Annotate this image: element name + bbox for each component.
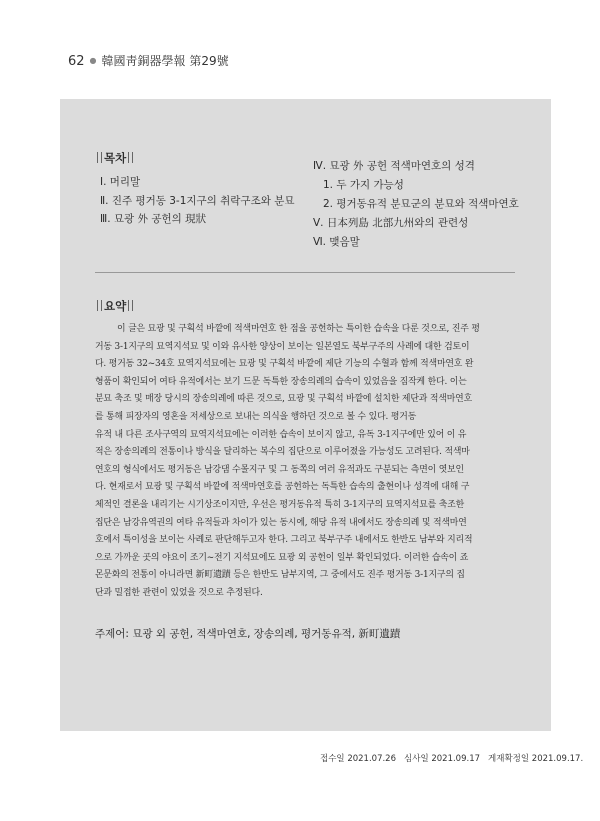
heading-bar-icon: [128, 300, 133, 311]
keywords-text: 묘광 외 공헌, 적색마연호, 장송의례, 평거동유적, 新町遺蹟: [132, 628, 401, 640]
section-divider: [95, 272, 515, 273]
reviewed-date: 심사일 2021.09.17: [404, 754, 481, 764]
heading-bar-icon: [97, 300, 102, 311]
toc-item: Ⅴ. 日本列島 北部九州와의 관련성: [313, 217, 469, 229]
abstract-line: 연호의 형식에서도 평거동은 남강댐 수몰지구 및 그 동쪽의 여러 유적과도 구분되는 측면이 엿보인: [95, 464, 464, 475]
toc-item: Ⅲ. 묘광 外 공헌의 現狀: [100, 213, 207, 225]
toc-subitem: 2. 평거동유적 분묘군의 분묘와 적색마연호: [323, 198, 519, 210]
abstract-line: 몬문화의 전통이 아니라면 新町遺蹟 등은 한반도 남부지역, 그 중에서도 진주 평거동 3-1지구의 집: [95, 570, 465, 581]
toc-left-column: [100, 173, 295, 229]
abstract-line: 체적인 결론을 내리기는 시기상조이지만, 우선은 평거동유적 특히 3-1지구의 묘역지석묘를 축조한: [95, 499, 465, 510]
abstract-line: 를 통해 피장자의 영혼을 저세상으로 보내는 의식을 행하던 것으로 볼 수 있다. 평거동: [95, 411, 417, 422]
abstract-line: 이 글은 묘광 및 구획석 바깥에 적색마연호 한 점을 공헌하는 특이한 습속을 다룬 것으로, 진주 평: [117, 324, 480, 334]
abstract-heading: [95, 298, 135, 314]
accepted-date: 게재확정일 2021.09.17.: [488, 754, 584, 764]
toc-item: Ⅱ. 진주 평거동 3-1지구의 취락구조와 분묘: [100, 194, 295, 207]
toc-subitem: 1. 두 가지 가능성: [323, 179, 404, 191]
abstract-line: 적은 장송의례의 전통이나 방식을 달리하는 복수의 집단으로 이루어졌을 가능성도 고려된다. 적색마: [95, 447, 470, 458]
abstract-line: 유적 내 다른 조사구역의 묘역지석묘에는 이러한 습속이 보이지 않고, 유독 3-1지구에만 있어 이 유: [95, 429, 467, 440]
heading-bar-icon: [128, 152, 133, 163]
abstract-line: 다. 현재로서 묘광 및 구획석 바깥에 적색마연호를 공헌하는 독특한 습속의 출현이나 성격에 대해 구: [95, 482, 470, 493]
abstract-line: 호에서 특이성을 보이는 사례로 판단해두고자 한다. 그리고 북부구주 내에서도 한반도 남부와 지리적: [95, 535, 473, 546]
abstract-line: 분묘 축조 및 매장 당시의 장송의례에 따른 것으로, 묘광 및 구획석 바깥에 설치한 제단과 적색마연호: [95, 394, 472, 405]
abstract-line: 형품이 확인되어 여타 유적에서는 보기 드문 독특한 장송의례의 습속이 있었음을 짐작케 한다. 이는: [95, 376, 467, 387]
abstract-body: [95, 321, 517, 603]
abstract-line: 으로 가까운 곳의 야요이 조기~전기 지석묘에도 묘광 외 공헌이 일부 확인되었다. 이러한 습속이 죠: [95, 552, 469, 563]
toc-item: Ⅵ. 맺음말: [313, 236, 360, 248]
abstract-line: 집단은 남강유역권의 여타 유적들과 차이가 있는 동시에, 해당 유적 내에서도 장송의례 및 적색마연: [95, 517, 467, 528]
received-date: 접수일 2021.07.26: [320, 754, 397, 764]
toc-title: 목차: [104, 151, 127, 165]
abstract-title: 요약: [104, 299, 127, 313]
bullet-dot-icon: ●: [89, 56, 97, 65]
keywords: [95, 626, 400, 641]
toc-heading: [95, 150, 135, 166]
toc-right-column: [313, 157, 519, 252]
running-header: [68, 52, 229, 69]
abstract-line: 거동 3-1지구의 묘역지석묘 및 이와 유사한 양상이 보이는 일본열도 북부구주의 사례에 대한 검토이: [95, 341, 470, 352]
review-dates: [320, 752, 583, 764]
heading-bar-icon: [97, 152, 102, 163]
abstract-line: 단과 밀접한 관련이 있었을 것으로 추정된다.: [95, 587, 263, 598]
toc-item: Ⅳ. 묘광 外 공헌 적색마연호의 성격: [313, 160, 475, 172]
keywords-label: 주제어:: [95, 628, 129, 640]
abstract-line: 다. 평거동 32~34호 묘역지석묘에는 묘광 및 구획석 바깥에 제단 기능의 수혈과 함께 적색마연호 완: [95, 359, 474, 370]
toc-item: Ⅰ. 머리말: [100, 176, 141, 188]
page-number: 62: [68, 54, 85, 69]
journal-title: 韓國靑銅器學報 第29號: [101, 54, 229, 68]
